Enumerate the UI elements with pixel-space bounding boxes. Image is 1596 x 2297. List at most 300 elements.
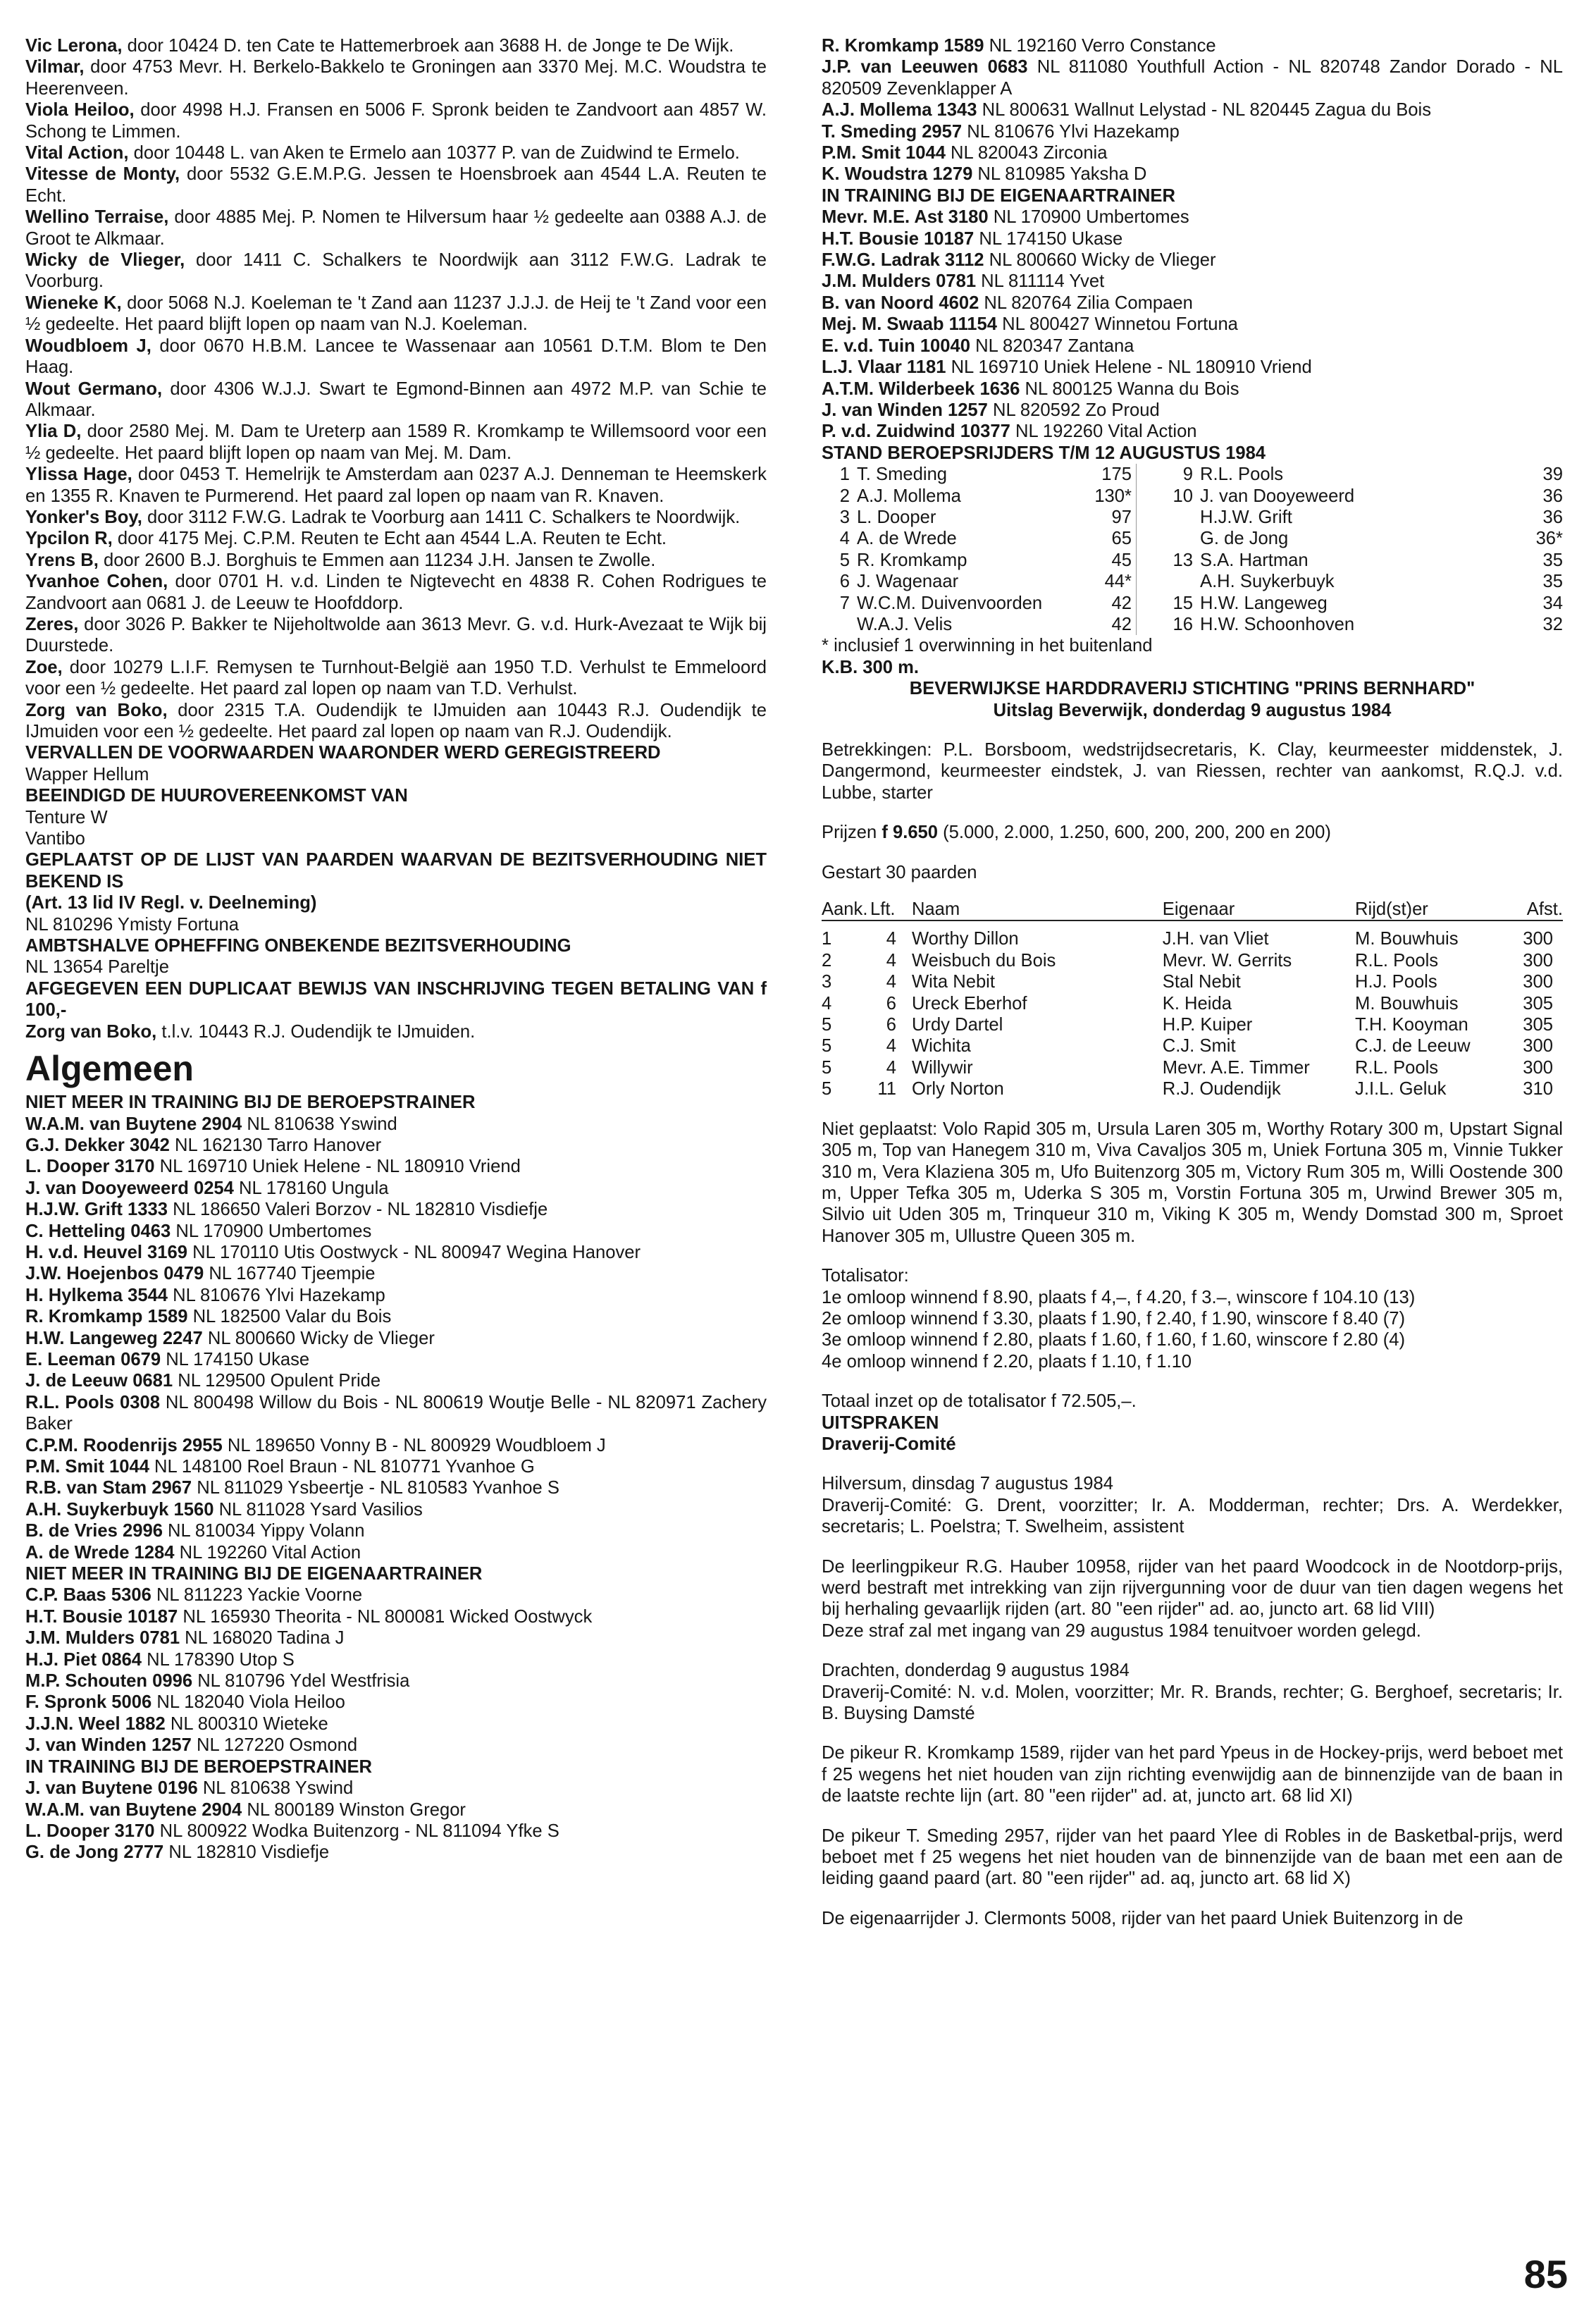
standings-cell: S.A. Hartman	[1200, 550, 1309, 570]
results-cell: C.J. Smit	[1162, 1036, 1236, 1057]
right-column	[822, 35, 1563, 1929]
results-row	[822, 1014, 1563, 1035]
results-cell: 5	[822, 1015, 832, 1035]
results-cell: 300	[1523, 972, 1553, 992]
results-row	[822, 971, 1563, 992]
trainer-entry-text: NL 170900 Umbertomes	[988, 207, 1189, 228]
horse-line: Wapper Hellum	[25, 764, 149, 784]
page-number: 85	[1523, 2252, 1568, 2296]
trainer-entry-name: H.T. Bousie 10187	[25, 1606, 178, 1627]
ruling-text: De leerlingpikeur R.G. Hauber 10958, rijder van het paard Woodcock in de Nootdorp-prijs, werd bestraft met intrekking van zijn rijvergunning voor de duur van tien dagen wegens het bij herhaling gevaarlijk rijden (art. 80 "een rijder" ad. ao, juncto art. 68 lid VIII)	[822, 1556, 1563, 1620]
duplicate-entry-name: Zorg van Boko,	[25, 1021, 157, 1042]
section-heading-vervallen: VERVALLEN DE VOORWAARDEN WAARONDER WERD GEREGISTREERD	[25, 743, 661, 763]
trainer-entry	[822, 378, 1563, 400]
standings-cell: 175	[1089, 464, 1137, 485]
trainer-entry-name: H. v.d. Heuvel 3169	[25, 1242, 187, 1262]
trainer-entry-text: NL 811080 Youthfull Action - NL 820748 Zandor Dorado - NL 820509 Zevenklapper A	[822, 57, 1564, 99]
trainer-entry-name: F. Spronk 5006	[25, 1692, 152, 1713]
standings-cell: T. Smeding	[857, 464, 948, 485]
results-cell: H.J. Pools	[1355, 972, 1437, 992]
standings-cell: R. Kromkamp	[857, 550, 967, 570]
trainer-entry-text: NL 170110 Utis Oostwyck - NL 800947 Wegina Hanover	[187, 1242, 641, 1262]
race-title: BEVERWIJKSE HARDDRAVERIJ STICHTING "PRINS BERNHARD"	[909, 679, 1476, 699]
trainer-entry	[25, 1649, 767, 1670]
standings-cell: A.J. Mollema	[857, 486, 961, 506]
trainer-entry-name: J.M. Mulders 0781	[822, 271, 977, 292]
horse-line: Tenture W	[25, 807, 108, 827]
transfer-entry-name: Zorg van Boko,	[25, 700, 168, 720]
results-header-row	[822, 899, 1563, 920]
trainer-entry-name: J.P. van Leeuwen 0683	[822, 57, 1028, 78]
standings-cell: J. van Dooyeweerd	[1200, 486, 1355, 506]
transfer-entry-name: Viola Heiloo,	[25, 100, 135, 121]
trainer-entry-text: NL 192260 Vital Action	[174, 1542, 361, 1563]
transfer-entry-text: door 4998 H.J. Fransen en 5006 F. Spronk beiden te Zandvoort aan 4857 W. Schong te Limmen.	[25, 100, 767, 142]
trainer-entry	[25, 1135, 767, 1156]
trainer-entry-text: NL 127220 Osmond	[191, 1735, 358, 1756]
trainer-entry-text: NL 182040 Viola Heiloo	[151, 1692, 345, 1713]
results-cell: 4	[886, 1036, 896, 1057]
standings-cell: W.C.M. Duivenvoorden	[857, 593, 1043, 613]
trainer-entry-text: NL 820764 Zilia Compaen	[979, 292, 1193, 313]
trainer-entry-name: J. de Leeuw 0681	[25, 1371, 173, 1391]
standings-cell	[1137, 528, 1194, 549]
transfer-entry	[25, 35, 767, 56]
section-title-algemeen: Algemeen	[25, 1049, 194, 1089]
transfer-entry-text: door 0670 H.B.M. Lancee te Wassenaar aan 10561 D.T.M. Blom te Den Haag.	[25, 335, 767, 378]
trainer-entry	[822, 357, 1563, 378]
trainer-entry-name: J. van Winden 1257	[822, 400, 988, 420]
trainer-entry	[25, 1799, 767, 1821]
trainer-entry	[25, 1821, 767, 1842]
trainer-entry	[25, 1392, 767, 1435]
trainer-entry	[25, 1842, 767, 1863]
horse-line: NL 13654 Pareltje	[25, 957, 169, 978]
trainer-entry	[822, 164, 1563, 185]
results-cell: 2	[822, 950, 832, 971]
trainer-entry-text: NL 810034 Yippy Volann	[162, 1521, 365, 1541]
results-header-cell: Afst.	[1523, 899, 1563, 920]
transfer-entry-text: door 10279 L.I.F. Remysen te Turnhout-België aan 1950 T.D. Verhulst te Emmeloord voor een ½ gedeelte. Het paard zal lopen op naam van T.D. Verhulst.	[25, 657, 767, 699]
trainer-entry-name: G. de Jong 2777	[25, 1842, 164, 1863]
results-cell: 4	[886, 950, 896, 971]
standings-cell: 34	[1542, 593, 1563, 613]
trainer-entry-name: G.J. Dekker 3042	[25, 1135, 170, 1155]
results-cell: C.J. de Leeuw	[1355, 1036, 1471, 1057]
transfer-entry	[25, 142, 767, 164]
race-subtitle: Uitslag Beverwijk, donderdag 9 augustus 1984	[993, 700, 1392, 720]
trainer-entry	[822, 228, 1563, 250]
trainer-entry-text: NL 800660 Wicky de Vlieger	[984, 250, 1216, 271]
trainer-entry-text: NL 169710 Uniek Helene - NL 180910 Vriend	[946, 357, 1312, 378]
standings-cell	[1137, 571, 1194, 592]
trainer-entry-text: NL 165930 Theorita - NL 800081 Wicked Oostwyck	[178, 1606, 593, 1627]
trainer-entry-text: NL 186650 Valeri Borzov - NL 182810 Visdiefje	[167, 1200, 548, 1220]
transfer-entry	[25, 571, 767, 614]
transfer-entry	[25, 207, 767, 250]
trainer-entry	[25, 1456, 767, 1477]
transfer-entry-name: Vital Action,	[25, 143, 129, 164]
trainer-entry	[25, 1156, 767, 1177]
trainer-entry-name: A. de Wrede 1284	[25, 1542, 175, 1563]
standings-cell	[822, 614, 850, 635]
transfer-entry-name: Zoe,	[25, 657, 63, 677]
results-cell: T.H. Kooyman	[1355, 1015, 1468, 1035]
trainer-entry	[25, 1713, 767, 1735]
kb-distance: K.B. 300 m.	[822, 657, 919, 677]
standings-cell: 15	[1173, 593, 1193, 613]
standings-cell: 5	[839, 550, 850, 570]
trainer-entry	[822, 142, 1563, 164]
transfer-entry-name: Vitesse de Monty,	[25, 164, 180, 185]
standings-table	[822, 464, 1563, 635]
transfer-entry-text: door 3112 F.W.G. Ladrak te Voorburg aan 1411 C. Schalkers te Noordwijk.	[142, 507, 741, 527]
trainer-entry-name: A.T.M. Wilderbeek 1636	[822, 378, 1020, 399]
standings-cell: 45	[1089, 550, 1137, 571]
transfer-entry-text: door 3026 P. Bakker te Nijeholtwolde aan 3613 Mevr. G. v.d. Hurk-Avezaat te Wijk bij Duurstede.	[25, 614, 767, 656]
trainer-entry-name: L. Dooper 3170	[25, 1157, 155, 1177]
trainer-entry	[25, 1263, 767, 1284]
standings-cell: 10	[1173, 486, 1193, 506]
trainer-entry-name: P. v.d. Zuidwind 10377	[822, 421, 1010, 442]
trainer-entry-text: NL 800922 Wodka Buitenzorg - NL 811094 Yfke S	[154, 1821, 559, 1841]
transfer-entry	[25, 700, 767, 743]
trainer-entry	[25, 1306, 767, 1327]
prize-total: f 9.650	[881, 823, 939, 843]
hilversum-block	[822, 1473, 1563, 1537]
results-cell: M. Bouwhuis	[1355, 929, 1459, 949]
results-cell: Weisbuch du Bois	[911, 950, 1056, 971]
section-heading-nmte: NIET MEER IN TRAINING BIJ DE EIGENAARTRAINER	[25, 1564, 483, 1584]
prize-label: Prijzen	[822, 823, 882, 843]
transfer-entry-text: door 10448 L. van Aken te Ermelo aan 10377 P. van de Zuidwind te Ermelo.	[128, 143, 740, 164]
results-cell: 3	[822, 972, 832, 992]
standings-cell: 36*	[1535, 529, 1563, 549]
results-cell: 5	[822, 1036, 832, 1057]
results-cell: Wita Nebit	[911, 972, 995, 992]
trainer-entry-text: NL 811028 Ysard Vasilios	[214, 1499, 423, 1520]
trainer-entry-text: NL 178160 Ungula	[233, 1178, 389, 1198]
results-cell: Worthy Dillon	[911, 929, 1019, 949]
trainer-entry-name: E. Leeman 0679	[25, 1349, 161, 1369]
horse-line: Vantibo	[25, 829, 85, 849]
section-heading-ite: IN TRAINING BIJ DE EIGENAARTRAINER	[822, 185, 1175, 206]
transfer-entry-text: door 0701 H. v.d. Linden te Nigtevecht en 4838 R. Cohen Rodrigues te Zandvoort aan 0681 J. de Leeuw te Hoofddorp.	[25, 572, 767, 613]
trainer-entry-name: J. van Buytene 0196	[25, 1778, 198, 1799]
horse-line: NL 810296 Ymisty Fortuna	[25, 914, 240, 935]
standings-cell: H.W. Schoonhoven	[1200, 614, 1355, 634]
results-cell: R.L. Pools	[1355, 1057, 1439, 1078]
transfer-entry	[25, 421, 767, 464]
results-cell: 305	[1523, 993, 1553, 1014]
transfer-entry-text: door 4753 Mevr. H. Berkelo-Bakkelo te Groningen aan 3370 Mej. M.C. Woudstra te Heerenveen.	[25, 57, 767, 99]
transfer-entry	[25, 56, 767, 99]
trainer-entry-name: Mej. M. Swaab 11154	[822, 314, 997, 335]
results-cell: 4	[886, 929, 896, 949]
standings-cell: 16	[1173, 614, 1193, 634]
transfer-entry-text: door 5068 N.J. Koeleman te 't Zand aan 11237 J.J.J. de Heij te 't Zand voor een ½ gedeelte. Het paard blijft lopen op naam van N.J. Koeleman.	[25, 292, 767, 335]
trainer-entry-text: NL 810985 Yaksha D	[972, 164, 1147, 185]
trainer-entry-text: NL 168020 Tadina J	[180, 1628, 345, 1649]
results-header-cell: Lft.	[870, 899, 912, 920]
results-cell: 300	[1523, 1036, 1553, 1057]
trainer-entry	[822, 250, 1563, 271]
trainer-entry	[25, 1114, 767, 1135]
standings-cell: 4	[839, 529, 850, 549]
trainer-entry	[25, 1542, 767, 1563]
trainer-entry	[822, 421, 1563, 442]
trainer-entry-text: NL 811223 Yackie Voorne	[151, 1585, 363, 1606]
trainer-entry-name: B. de Vries 2996	[25, 1521, 163, 1541]
standings-cell: 3	[839, 507, 850, 527]
standings-cell: H.W. Langeweg	[1200, 593, 1328, 613]
trainer-entry-text: NL 162130 Tarro Hanover	[169, 1135, 382, 1155]
standings-cell: G. de Jong	[1200, 529, 1289, 549]
trainer-entry	[25, 1692, 767, 1713]
trainer-entry	[25, 1735, 767, 1756]
results-cell: Urdy Dartel	[911, 1015, 1003, 1035]
trainer-entry-name: L. Dooper 3170	[25, 1821, 155, 1841]
duplicate-entry-text: t.l.v. 10443 R.J. Oudendijk te IJmuiden.	[156, 1021, 476, 1042]
results-header-cell: Aank.	[822, 899, 870, 920]
prize-breakdown: (5.000, 2.000, 1.250, 600, 200, 200, 200 en 200)	[938, 823, 1331, 843]
transfer-entry-name: Zeres,	[25, 614, 79, 634]
transfer-entry-name: Vic Lerona,	[25, 36, 123, 56]
section-heading-itb: IN TRAINING BIJ DE BEROEPSTRAINER	[25, 1756, 373, 1777]
trainer-entry	[25, 1285, 767, 1306]
standings-cell: 1	[839, 464, 850, 485]
transfer-entry-name: Wellino Terraise,	[25, 207, 169, 228]
standings-row	[822, 464, 1563, 485]
transfer-entry	[25, 657, 767, 700]
trainer-entry	[25, 1435, 767, 1456]
trainer-entry-text: NL 800310 Wieteke	[165, 1713, 328, 1734]
trainer-entry-text: NL 811029 Ysbeertje - NL 810583 Yvanhoe S	[192, 1478, 559, 1498]
trainer-entry-name: L.J. Vlaar 1181	[822, 357, 946, 378]
trainer-entry-name: T. Smeding 2957	[822, 121, 963, 142]
transfer-entry-name: Vilmar,	[25, 57, 85, 78]
standings-cell: 44*	[1089, 571, 1137, 592]
standings-cell: R.L. Pools	[1200, 464, 1284, 485]
trainer-entry-text: NL 170900 Umbertomes	[171, 1221, 372, 1241]
trainer-entry-text: NL 174150 Ukase	[974, 228, 1123, 249]
trainer-entry	[25, 1499, 767, 1520]
results-cell: 305	[1523, 1015, 1553, 1035]
trainer-entry	[25, 1328, 767, 1349]
trainer-entry	[822, 99, 1563, 121]
trainer-entry-name: C.P. Baas 5306	[25, 1585, 151, 1606]
standings-cell: 35	[1542, 572, 1563, 592]
drachten-block	[822, 1660, 1563, 1724]
standings-cell: 9	[1182, 464, 1193, 485]
results-header-cell: Naam	[912, 899, 1163, 920]
results-row	[822, 1078, 1563, 1100]
standings-cell: L. Dooper	[857, 507, 936, 527]
transfer-entry	[25, 250, 767, 292]
standings-cell: J. Wagenaar	[857, 572, 959, 592]
standings-cell: H.J.W. Grift	[1200, 507, 1292, 527]
trainer-entry	[25, 1178, 767, 1199]
trainer-entry-text: NL 800427 Winnetou Fortuna	[996, 314, 1238, 335]
results-cell: R.L. Pools	[1355, 950, 1439, 971]
ruling-committee: Draverij-Comité: G. Drent, voorzitter; Ir. A. Modderman, rechter; Drs. A. Werdekker, secretaris; L. Poelstra; T. Swelheim, assistent	[822, 1495, 1563, 1537]
trainer-entry-text: NL 800660 Wicky de Vlieger	[202, 1328, 435, 1348]
results-cell: 300	[1523, 1057, 1553, 1078]
trainer-entry-name: B. van Noord 4602	[822, 292, 979, 313]
transfer-entry	[25, 378, 767, 421]
ruling-date: Drachten, donderdag 9 augustus 1984	[822, 1661, 1130, 1681]
transfer-entry	[25, 614, 767, 657]
results-row	[822, 950, 1563, 971]
trainer-entry-text: NL 178390 Utop S	[142, 1649, 295, 1670]
standings-row	[822, 614, 1563, 635]
section-heading-afgegeven: AFGEGEVEN EEN DUPLICAAT BEWIJS VAN INSCHRIJVING TEGEN BETALING VAN f 100,-	[25, 978, 767, 1021]
left-column	[25, 35, 767, 1864]
results-cell: 300	[1523, 950, 1553, 971]
results-spacer-cell	[822, 920, 870, 928]
trainer-entry	[25, 1477, 767, 1498]
trainer-entry-name: R.B. van Stam 2967	[25, 1478, 192, 1498]
trainer-entry-name: A.H. Suykerbuyk 1560	[25, 1499, 214, 1520]
results-row	[822, 993, 1563, 1014]
not-placed: Niet geplaatst: Volo Rapid 305 m, Ursula Laren 305 m, Worthy Rotary 300 m, Upstart Signal 305 m, Top van Hanegem 310 m, Viva Cavaljos 305 m, Uniek Fortuna 305 m, Vinnie Tukker 310 m, Vera Klaziena 305 m, Ufo Buitenzorg 305 m, Victory Rum 305 m, Willi Oostende 300 m, Upper Tefka 305 m, Uderka S 305 m, Vorstin Fortuna 305 m, Urwind Brewer 305 m, Silvio uit Uden 305 m, Trinqueur 310 m, Viking K 305 m, Wendy Domstad 300 m, Sproet Hanover 305 m, Ullustre Queen 305 m.	[822, 1119, 1563, 1246]
transfer-entry-text: door 0453 T. Hemelrijk te Amsterdam aan 0237 A.J. Denneman te Heemskerk en 1355 R. Knaven te Purmerend. Het paard zal lopen op naam van R. Knaven.	[25, 464, 767, 506]
transfer-entry	[25, 164, 767, 207]
trainer-entry-name: H.T. Bousie 10187	[822, 228, 975, 249]
standings-cell: 36	[1542, 486, 1563, 506]
trainer-entry-text: NL 800631 Wallnut Lelystad - NL 820445 Zagua du Bois	[977, 100, 1432, 121]
trainer-entry-text: NL 800498 Willow du Bois - NL 800619 Woutje Belle - NL 820971 Zachery Baker	[25, 1392, 767, 1434]
results-cell: 310	[1523, 1079, 1553, 1100]
trainer-entry-text: NL 182500 Valar du Bois	[187, 1307, 392, 1327]
transfer-entry-name: Ylia D,	[25, 421, 82, 442]
trainer-entry-text: NL 810638 Yswind	[197, 1778, 354, 1799]
results-cell: 4	[822, 993, 832, 1014]
section-heading-ambtshalve: AMBTSHALVE OPHEFFING ONBEKENDE BEZITSVERHOUDING	[25, 936, 571, 956]
standings-cell: A. de Wrede	[857, 529, 957, 549]
prize-line	[822, 822, 1563, 843]
transfer-entry	[25, 292, 767, 335]
standings-cell: 97	[1089, 507, 1137, 528]
trainer-entry-text: NL 192260 Vital Action	[1010, 421, 1197, 442]
results-cell: Mevr. W. Gerrits	[1162, 950, 1292, 971]
transfer-entry-name: Wicky de Vlieger,	[25, 250, 185, 271]
trainer-entry-text: NL 169710 Uniek Helene - NL 180910 Vriend	[154, 1157, 521, 1177]
trainer-entry-text: NL 810676 Ylvi Hazekamp	[962, 121, 1180, 142]
transfer-entry-text: door 4306 W.J.J. Swart te Egmond-Binnen aan 4972 M.P. van Schie te Alkmaar.	[25, 378, 767, 420]
trainer-entry-text: NL 174150 Ukase	[161, 1349, 310, 1369]
trainer-entry	[25, 1242, 767, 1263]
trainer-entry	[822, 400, 1563, 421]
results-cell: K. Heida	[1162, 993, 1232, 1014]
officials: Betrekkingen: P.L. Borsboom, wedstrijdsecretaris, K. Clay, keurmeester middenstek, J. Dangermond, keurmeester eindstek, J. van Riessen, rechter van aankomst, R.Q.J. v.d. Lubbe, starter	[822, 740, 1563, 803]
trainer-entry	[822, 292, 1563, 314]
ruling-text: De eigenaarrijder J. Clermonts 5008, rijder van het paard Uniek Buitenzorg in de	[822, 1908, 1464, 1928]
results-row	[822, 928, 1563, 949]
transfer-entry-text: door 2580 Mej. M. Dam te Ureterp aan 1589 R. Kromkamp te Willemsoord voor een ½ gedeelte. Het paard blijft lopen op naam van Mej. M. Dam.	[25, 421, 767, 463]
ruling-committee: Draverij-Comité: N. v.d. Molen, voorzitter; Mr. R. Brands, rechter; G. Berghoef, secretaris; Ir. B. Buysing Damsté	[822, 1682, 1563, 1724]
results-row	[822, 1035, 1563, 1057]
transfer-entry	[25, 99, 767, 142]
trainer-entry-name: R. Kromkamp 1589	[25, 1307, 188, 1327]
tote-line: 1e omloop winnend f 8.90, plaats f 4,–, f 4.20, f 3.–, winscore f 104.10 (13)	[822, 1287, 1416, 1307]
standings-cell: 2	[839, 486, 850, 506]
trainer-entry-name: W.A.M. van Buytene 2904	[25, 1114, 242, 1134]
transfer-entry-name: Wieneke K,	[25, 292, 122, 313]
trainer-entry-name: F.W.G. Ladrak 3112	[822, 250, 984, 271]
trainer-entry-name: H.J. Piet 0864	[25, 1649, 142, 1670]
transfer-entry	[25, 528, 767, 549]
transfer-entry-text: door 1411 C. Schalkers te Noordwijk aan 3112 F.W.G. Ladrak te Voorburg.	[25, 250, 767, 292]
section-heading-nmtb: NIET MEER IN TRAINING BIJ DE BEROEPSTRAINER	[25, 1092, 476, 1113]
trainer-entry-text: NL 810796 Ydel Westfrisia	[192, 1671, 410, 1692]
standings-row	[822, 486, 1563, 507]
trainer-entry-name: H.W. Langeweg 2247	[25, 1328, 203, 1348]
tote-line: 2e omloop winnend f 3.30, plaats f 1.90, f 2.40, f 1.90, winscore f 8.40 (7)	[822, 1308, 1406, 1329]
results-cell: 11	[877, 1079, 896, 1100]
trainer-entry-name: H.J.W. Grift 1333	[25, 1200, 168, 1220]
standings-row	[822, 571, 1563, 592]
section-heading-beeindigd: BEEINDIGD DE HUUROVEREENKOMST VAN	[25, 786, 408, 806]
trainer-entry-name: W.A.M. van Buytene 2904	[25, 1799, 242, 1820]
results-spacer	[822, 920, 1563, 928]
trainer-entry	[822, 56, 1563, 99]
trainer-entry-name: J. van Winden 1257	[25, 1735, 192, 1756]
results-cell: H.P. Kuiper	[1162, 1015, 1253, 1035]
trainer-entry-name: J.M. Mulders 0781	[25, 1628, 180, 1649]
trainer-entry-text: NL 820592 Zo Proud	[987, 400, 1160, 420]
standings-row	[822, 593, 1563, 614]
transfer-entry	[25, 550, 767, 571]
starters-count: Gestart 30 paarden	[822, 862, 977, 882]
standings-cell: 42	[1089, 593, 1137, 614]
section-subheading: (Art. 13 lid IV Regl. v. Deelneming)	[25, 893, 317, 913]
trainer-entry	[25, 1520, 767, 1541]
trainer-entry	[822, 35, 1563, 56]
trainer-entry-text: NL 810638 Yswind	[242, 1114, 397, 1134]
standings-cell: A.H. Suykerbuyk	[1200, 572, 1335, 592]
trainer-entry-text: NL 820347 Zantana	[970, 335, 1134, 356]
results-cell: 5	[822, 1079, 832, 1100]
standings-row	[822, 528, 1563, 549]
trainer-entry-name: K. Woudstra 1279	[822, 164, 973, 185]
trainer-entry-text: NL 167740 Tjeempie	[204, 1264, 376, 1284]
transfer-entry-text: door 10424 D. ten Cate te Hattemerbroek aan 3688 H. de Jonge te De Wijk.	[122, 36, 734, 56]
transfer-entry-name: Ylissa Hage,	[25, 464, 132, 485]
results-cell: 4	[886, 972, 896, 992]
results-cell: Stal Nebit	[1162, 972, 1241, 992]
results-cell: Wichita	[911, 1036, 971, 1057]
ruling-text: De pikeur T. Smeding 2957, rijder van het paard Ylee di Robles in de Basketbal-prijs, werd beboet met f 25 wegens het niet houden van de binnenzijde van de baan met een aan de leiding gaand paard (art. 80 "een rijder" ad. aq, juncto art. 68 lid X)	[822, 1825, 1563, 1889]
results-header-cell: Eigenaar	[1163, 899, 1355, 920]
transfer-entry-name: Yrens B,	[25, 550, 99, 570]
tote-line: 4e omloop winnend f 2.20, plaats f 1.10, f 1.10	[822, 1351, 1192, 1372]
transfer-entry-text: door 5532 G.E.M.P.G. Jessen te Hoensbroek aan 4544 L.A. Reuten te Echt.	[25, 164, 767, 206]
rulings-heading: UITSPRAKEN	[822, 1412, 939, 1433]
ruling-text: Deze straf zal met ingang van 29 augustus 1984 tenuitvoer worden gelegd.	[822, 1620, 1421, 1641]
results-cell: Mevr. A.E. Timmer	[1162, 1057, 1310, 1078]
trainer-entry-text: NL 800189 Winston Gregor	[242, 1799, 466, 1820]
trainer-entry	[822, 207, 1563, 228]
results-row	[822, 1057, 1563, 1078]
transfer-entry	[25, 507, 767, 528]
transfer-entry-name: Ypcilon R,	[25, 529, 113, 549]
trainer-entry-name: J.J.N. Weel 1882	[25, 1713, 166, 1734]
trainer-entry-name: C.P.M. Roodenrijs 2955	[25, 1435, 223, 1455]
standings-cell: 6	[839, 572, 850, 592]
trainer-entry-text: NL 811114 Yvet	[976, 271, 1105, 292]
results-cell: R.J. Oudendijk	[1162, 1079, 1281, 1100]
